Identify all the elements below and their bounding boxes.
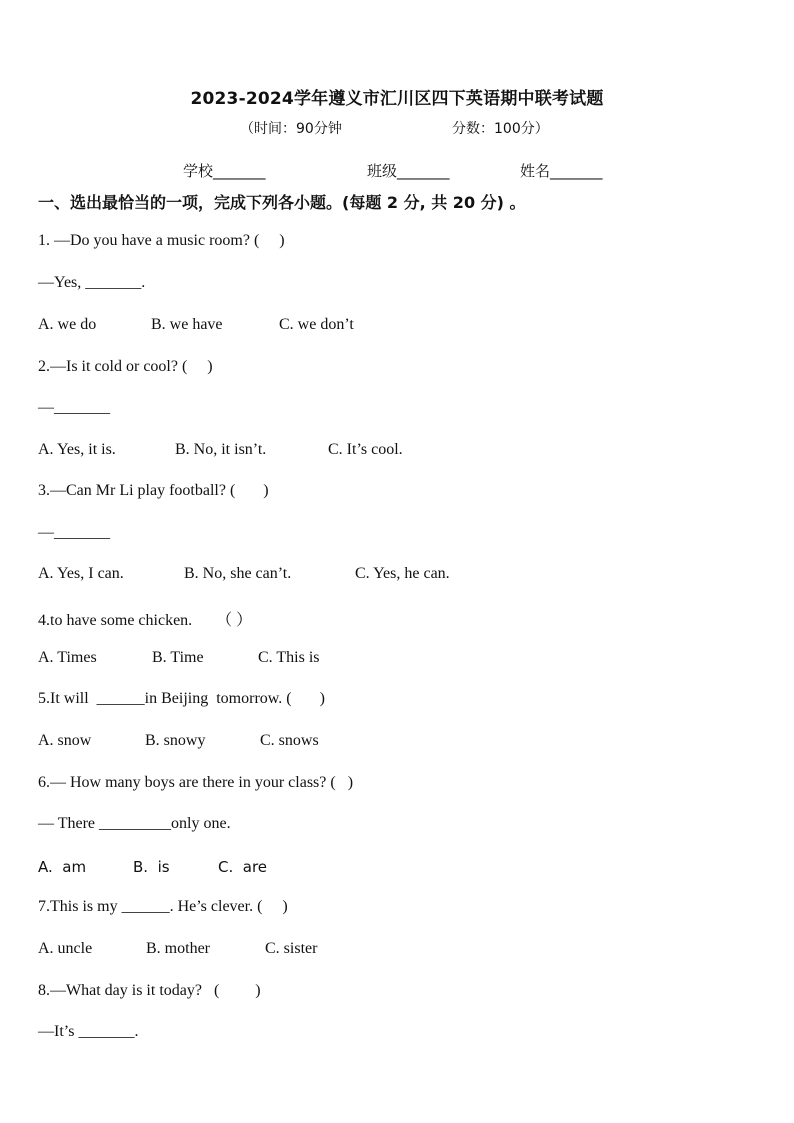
question-4-option-c[interactable]: C. This is (258, 649, 320, 666)
question-2-stem: 2.—Is it cold or cool? ( ) (38, 358, 213, 375)
question-3-option-b[interactable]: B. No, she can’t. (184, 565, 292, 582)
school-field[interactable]: 学校_______ (183, 162, 266, 180)
question-2-option-b[interactable]: B. No, it isn’t. (175, 441, 267, 458)
exam-title: 2023-2024学年遵义市汇川区四下英语期中联考试题 (190, 89, 604, 109)
question-4-stem: 4.to have some chicken. （ ） (38, 612, 253, 629)
question-6-option-b[interactable]: B. is (133, 858, 170, 876)
question-8-stem: 8.—What day is it today? ( ) (38, 982, 261, 999)
question-1-option-c[interactable]: C. we don’t (279, 316, 354, 333)
question-6-stem: 6.— How many boys are there in your class? ( ) (38, 774, 354, 791)
question-6-option-a[interactable]: A. am (38, 858, 87, 876)
question-8-answer-line: —It’s _______. (38, 1023, 139, 1040)
question-7-option-a[interactable]: A. uncle (38, 940, 93, 957)
class-field[interactable]: 班级_______ (367, 162, 450, 180)
question-7-stem: 7.This is my ______. He’s clever. ( ) (38, 898, 288, 915)
question-3-option-a[interactable]: A. Yes, I can. (38, 565, 124, 582)
question-2-answer-line: —_______ (38, 399, 110, 416)
question-5-option-c[interactable]: C. snows (260, 732, 319, 749)
section-heading: 一、选出最恰当的一项，完成下列各小题。(每题 2 分, 共 20 分) 。 (38, 193, 526, 212)
question-6-answer-line: — There _________only one. (38, 815, 231, 832)
question-7-option-b[interactable]: B. mother (146, 940, 210, 957)
question-5-option-a[interactable]: A. snow (38, 732, 92, 749)
question-5-option-b[interactable]: B. snowy (145, 732, 206, 749)
question-2-option-a[interactable]: A. Yes, it is. (38, 441, 116, 458)
exam-time: （时间：90分钟 (240, 121, 342, 137)
question-1-answer-line: —Yes, _______. (38, 274, 146, 291)
question-4-option-b[interactable]: B. Time (152, 649, 204, 666)
exam-score: 分数：100分） (452, 121, 549, 137)
question-1-option-b[interactable]: B. we have (151, 316, 223, 333)
question-4-option-a[interactable]: A. Times (38, 649, 97, 666)
question-6-option-c[interactable]: C. are (218, 858, 268, 876)
question-1-stem: 1. —Do you have a music room? ( ) (38, 232, 285, 249)
question-7-option-c[interactable]: C. sister (265, 940, 318, 957)
question-3-stem: 3.—Can Mr Li play football? ( ) (38, 482, 269, 499)
name-field[interactable]: 姓名_______ (520, 162, 603, 180)
question-2-option-c[interactable]: C. It’s cool. (328, 441, 403, 458)
question-3-option-c[interactable]: C. Yes, he can. (355, 565, 450, 582)
question-3-answer-line: —_______ (38, 524, 110, 541)
question-1-option-a[interactable]: A. we do (38, 316, 97, 333)
question-5-stem: 5.It will ______in Beijing tomorrow. ( ) (38, 690, 325, 707)
